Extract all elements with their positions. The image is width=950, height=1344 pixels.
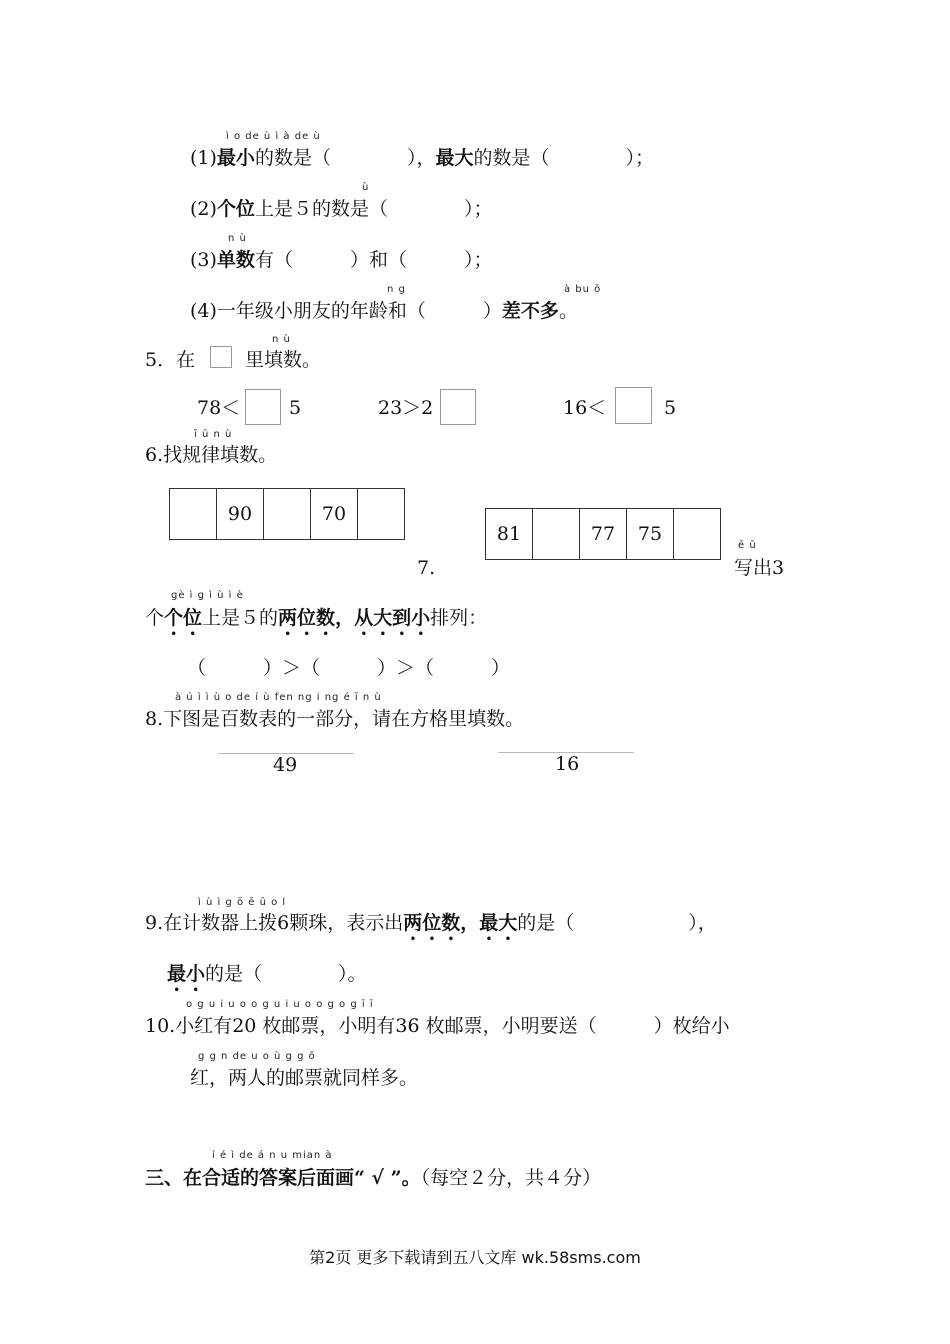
seq2-cell: 75 bbox=[627, 509, 674, 560]
q9-line-2 bbox=[167, 962, 367, 996]
q5-answer-box-1[interactable] bbox=[245, 389, 281, 425]
pinyin-q10-1: o g u i u o o g u i u o o g o g ī ī bbox=[186, 999, 374, 1010]
q6-sequence-2 bbox=[485, 508, 721, 560]
page-footer: 第2页 更多下载请到五八文库 wk.58sms.com bbox=[309, 1248, 641, 1267]
q4-item-2-text: 上是５的数是（ ）； bbox=[254, 198, 493, 220]
q9-text-a: 9.在计数器上拨6颗珠，表示出 bbox=[145, 912, 404, 934]
q10-line-1: 10.小红有20 枚邮票，小明有36 枚邮票，小明要送（ ）枚给小 bbox=[145, 1015, 730, 1037]
q7-answer-blanks[interactable]: （ ）＞（ ）＞（ ） bbox=[187, 657, 511, 679]
q10-line-2: 红，两人的邮票就同样多。 bbox=[190, 1067, 419, 1089]
q4-item-4-text: (4)一年级小朋友的年龄和（ ） bbox=[190, 300, 502, 322]
section-3-heading bbox=[145, 1166, 601, 1190]
pinyin-q9: ì ù ì g ō ē ū o l bbox=[198, 897, 287, 908]
q9-text-line2: 的是（ ）。 bbox=[205, 963, 367, 985]
q5-text-a: 5．在 bbox=[145, 349, 196, 371]
seq1-cell: 90 bbox=[217, 489, 264, 540]
q4-item-2 bbox=[190, 197, 492, 221]
seq2-cell[interactable] bbox=[533, 509, 580, 560]
q8-value-1: 49 bbox=[273, 754, 298, 776]
pinyin-q8: à ú ì ì ù o de í ù fen ng i ng é ī n ù bbox=[175, 692, 382, 703]
q9-text-two-digit: 两位数 bbox=[403, 912, 461, 934]
q4-item-4-end: 。 bbox=[558, 300, 578, 322]
q4-item-2-bold: 个位 bbox=[216, 198, 255, 220]
q9-prompt bbox=[145, 911, 717, 945]
q8-value-2: 16 bbox=[555, 753, 580, 775]
q5-item-3-right: 5 bbox=[664, 397, 677, 419]
q4-item-1-text-2: 的数是（ ）； bbox=[473, 147, 654, 169]
pinyin-q4-3: n ù bbox=[228, 233, 247, 244]
q5-prompt-2 bbox=[245, 348, 321, 372]
seq1-cell[interactable] bbox=[358, 489, 405, 540]
pinyin-q7: gè ì g ì ù ì è bbox=[171, 590, 244, 601]
pinyin-q4-4a: n g bbox=[387, 284, 406, 295]
pinyin-q10-2: g g n de u o ù g g ō bbox=[198, 1051, 316, 1062]
q9-text-max: 最大 bbox=[479, 912, 518, 934]
q8-prompt: 8.下图是百数表的一部分，请在方格里填数。 bbox=[145, 708, 525, 730]
q5-answer-box-3[interactable] bbox=[615, 387, 652, 424]
pinyin-q4-2: ù bbox=[362, 182, 370, 193]
pinyin-q7-right: ē ū bbox=[738, 540, 757, 551]
q4-item-3-text: 有（ ）和（ ）； bbox=[254, 249, 493, 271]
pinyin-q6: ī ū n ù bbox=[194, 429, 233, 440]
q5-item-1-right: 5 bbox=[289, 397, 302, 419]
q7-text-units: 个位 bbox=[164, 607, 203, 629]
section-3-title: 三、在合适的答案后面画“ √ ”。 bbox=[145, 1167, 421, 1189]
q7-prompt bbox=[145, 606, 487, 640]
q9-text-e: 的是（ ）， bbox=[517, 912, 717, 934]
seq1-cell[interactable] bbox=[264, 489, 311, 540]
q4-item-3-bold: 单数 bbox=[216, 249, 255, 271]
q5-item-1-left: 78＜ bbox=[197, 397, 241, 419]
q5-answer-box-2[interactable] bbox=[440, 389, 476, 425]
q4-item-1-text: 的数是（ ）， bbox=[254, 147, 436, 169]
q4-item-3 bbox=[190, 248, 492, 272]
q4-item-2-label: (2) bbox=[190, 198, 217, 220]
seq1-cell: 70 bbox=[311, 489, 358, 540]
seq1-cell[interactable] bbox=[170, 489, 217, 540]
q7-text-a: 个 bbox=[145, 607, 165, 629]
q7-text-comma: ， bbox=[335, 607, 355, 629]
seq2-cell: 81 bbox=[486, 509, 533, 560]
q5-item-2-left: 23＞2 bbox=[378, 397, 434, 419]
pinyin-q5: n ù bbox=[272, 334, 291, 345]
q9-text-comma: ， bbox=[460, 912, 480, 934]
q4-item-3-label: (3) bbox=[190, 249, 217, 271]
q7-text-right: 写出3 bbox=[734, 557, 785, 579]
q5-text-b: 里填数。 bbox=[245, 349, 322, 371]
q4-item-4 bbox=[190, 299, 578, 323]
q7-text-c: 上是５的 bbox=[202, 607, 279, 629]
pinyin-section-3: í é ì de á n u mian à bbox=[212, 1150, 333, 1161]
q5-example-box bbox=[210, 346, 232, 368]
q5-item-3-left: 16＜ bbox=[563, 397, 607, 419]
pinyin-q4-1: ì o de ù ì à de ù bbox=[226, 131, 321, 142]
q4-item-4-bold: 差不多 bbox=[501, 300, 559, 322]
q4-item-1-label: (1) bbox=[190, 147, 217, 169]
section-3-score-note: （每空２分，共４分） bbox=[420, 1167, 602, 1189]
seq2-cell: 77 bbox=[580, 509, 627, 560]
q7-number: 7. bbox=[417, 557, 436, 579]
q4-item-1-bold-min: 最小 bbox=[216, 147, 255, 169]
q5-prompt bbox=[145, 348, 195, 372]
q7-text-g: 排列： bbox=[430, 607, 488, 629]
seq2-cell[interactable] bbox=[674, 509, 721, 560]
q9-text-min: 最小 bbox=[167, 963, 206, 985]
q4-item-1-bold-max: 最大 bbox=[435, 147, 474, 169]
q7-text-two-digit: 两位数 bbox=[278, 607, 336, 629]
pinyin-q4-4b: à bu ō bbox=[564, 284, 602, 295]
q6-prompt: 6.找规律填数。 bbox=[145, 444, 278, 466]
q6-sequence-1 bbox=[169, 488, 405, 540]
q7-text-order: 从大到小 bbox=[354, 607, 431, 629]
q4-item-1 bbox=[190, 146, 654, 170]
